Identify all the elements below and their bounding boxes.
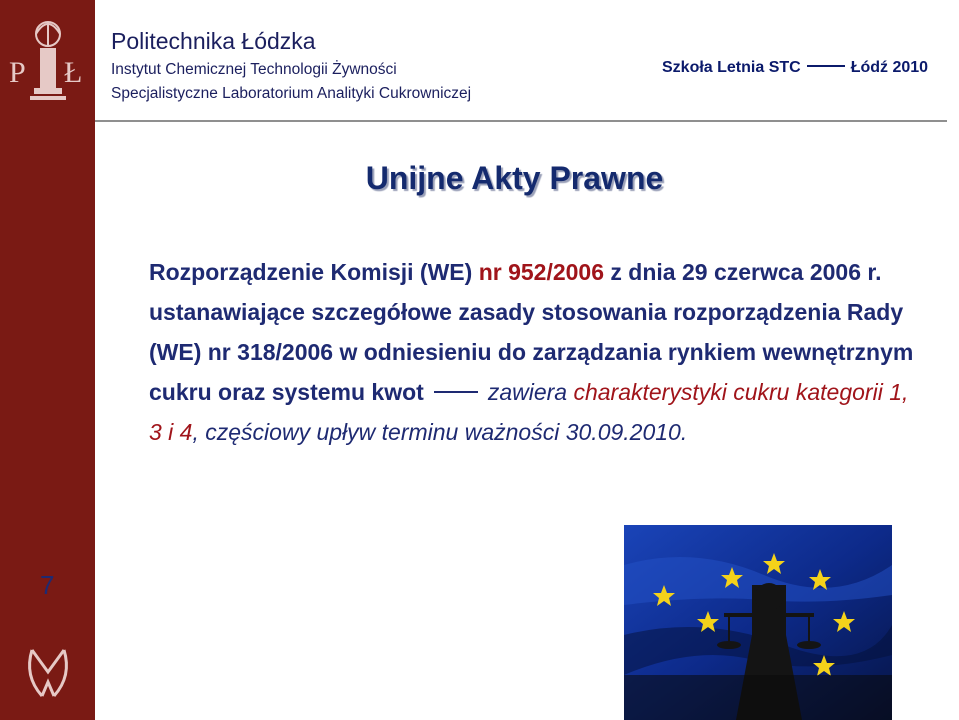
slide-title: Unijne Akty Prawne: [365, 160, 664, 196]
university-name: Politechnika Łódzka: [111, 28, 316, 54]
slide-body-text: [149, 252, 919, 452]
body-text-highlight: charakterystyki cukru kategorii 1, 3 i 4: [149, 379, 909, 445]
ictz-logo-icon: [22, 642, 74, 704]
eu-flag-justice-statue-photo: [624, 525, 892, 720]
svg-text:Ł: Ł: [64, 56, 83, 89]
body-text-italic: zawiera: [487, 379, 574, 405]
body-text-italic: , częściowy upływ terminu ważności 30.09.2010.: [192, 419, 688, 445]
university-logo-icon: [6, 12, 90, 122]
event-label: [662, 59, 928, 77]
institute-name: Instytut Chemicznej Technologii Żywności: [111, 61, 397, 78]
event-city-year: Łódź 2010: [850, 59, 929, 76]
page-number: 7: [40, 570, 55, 600]
dash-separator: [434, 391, 478, 393]
svg-text:P: P: [9, 56, 26, 89]
dash-separator: [807, 65, 845, 67]
body-text-part: z dnia 29 czerwca 2006 r. ustanawiające szczegółowe zasady stosowania rozporządzenia Rady (WE) nr 318/2006 w odniesieniu do zarządzania rynkiem wewnętrznym cukru oraz systemu kwot: [149, 259, 914, 405]
laboratory-name: Specjalistyczne Laboratorium Analityki Cukrowniczej: [111, 85, 472, 102]
body-text-part: Rozporządzenie Komisji (WE): [149, 259, 479, 285]
header-divider: [95, 120, 947, 122]
regulation-number: nr 952/2006: [478, 259, 605, 285]
event-name: Szkoła Letnia STC: [662, 59, 801, 76]
